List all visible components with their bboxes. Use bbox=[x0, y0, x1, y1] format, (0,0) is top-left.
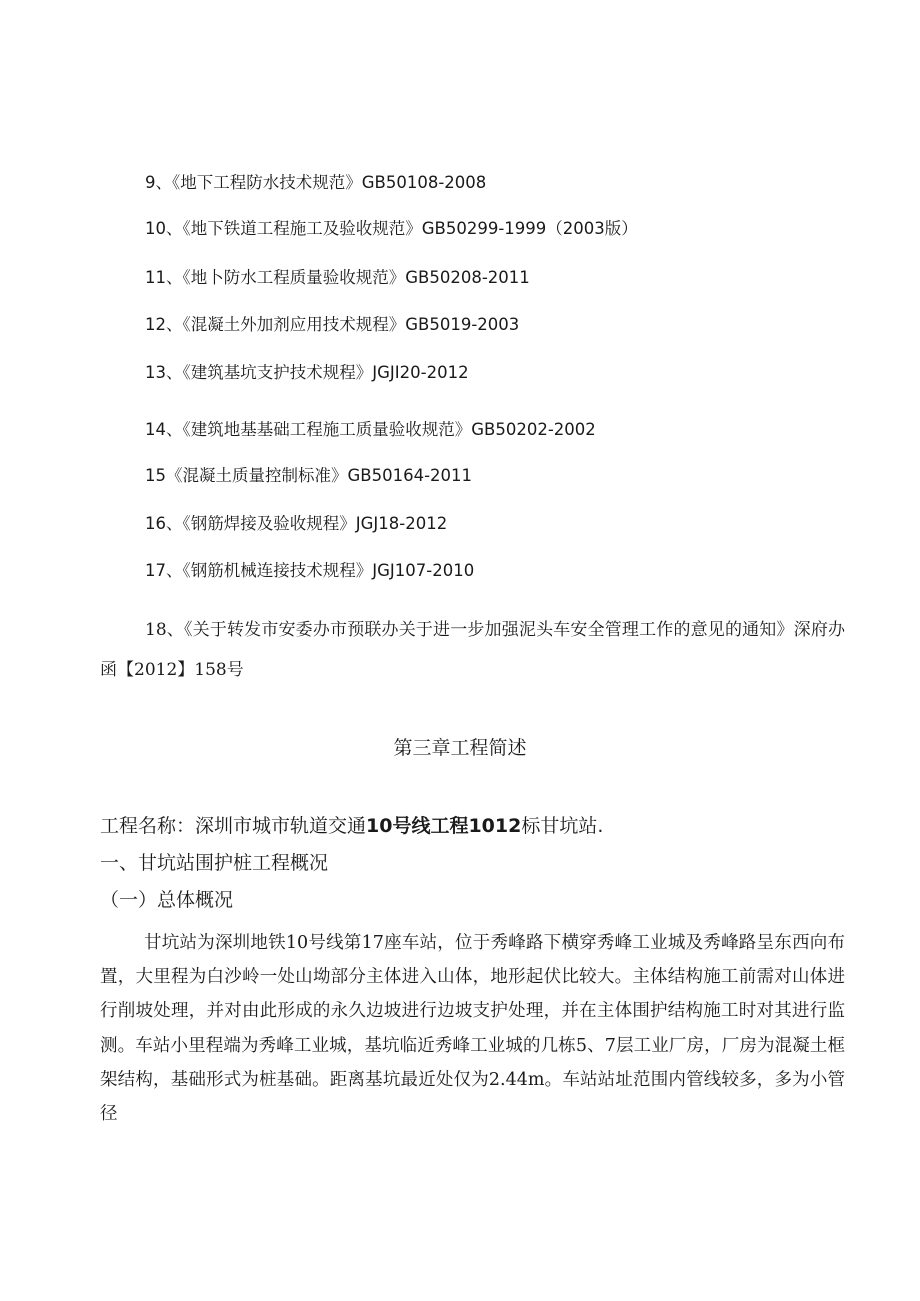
reference-item-long: 18、《关于转发市安委办市预联办关于进一步加强泥头车安全管理工作的意见的通知》深府办函【2012】158号 bbox=[100, 620, 845, 680]
subsection-heading: （一）总体概况 bbox=[100, 889, 234, 911]
project-label: 工程名称：深圳市城市轨道交通 bbox=[100, 815, 367, 837]
reference-item: 11、《地卜防水工程质量验收规范》GB50208-2011 bbox=[145, 268, 530, 287]
project-suffix: 标甘坑站. bbox=[521, 815, 604, 837]
reference-item: 9、《地下工程防水技术规范》GB50108-2008 bbox=[145, 173, 487, 192]
section-heading: 一、甘坑站围护桩工程概况 bbox=[100, 852, 329, 874]
chapter-title: 第三章工程简述 bbox=[393, 737, 527, 759]
reference-item: 16、《钢筋焊接及验收规程》JGJ18-2012 bbox=[145, 514, 448, 533]
reference-item: 10、《地下铁道工程施工及验收规范》GB50299-1999（2003版） bbox=[145, 219, 638, 238]
reference-item: 17、《钢筋机械连接技术规程》JGJ107-2010 bbox=[145, 561, 475, 580]
overview-paragraph: 甘坑站为深圳地铁10号线第17座车站，位于秀峰路下横穿秀峰工业城及秀峰路呈东西向布置，大里程为白沙岭一处山坳部分主体进入山体，地形起伏比较大。主体结构施工前需对山体进行削坡处理，并对由此形成的永久边坡进行边坡支护处理，并在主体围护结构施工时对其进行监测。车站小里程端为秀峰工业城，基坑临近秀峰工业城的几栋5、7层工业厂房，厂房为混凝土框架结构，基础形式为桩基础。距离基坑最近处仅为2.44m。车站站址范围内管线较多，多为小管径 bbox=[100, 933, 845, 1125]
project-bold: 10号线工程1012 bbox=[366, 815, 522, 837]
reference-item: 15《混凝土质量控制标准》GB50164-2011 bbox=[145, 466, 473, 485]
reference-item: 14、《建筑地基基础工程施工质量验收规范》GB50202-2002 bbox=[145, 420, 596, 439]
reference-item: 12、《混凝土外加剂应用技术规程》GB5019-2003 bbox=[145, 315, 520, 334]
reference-item: 13、《建筑基坑支护技术规程》JGJI20-2012 bbox=[145, 363, 469, 382]
project-name bbox=[100, 814, 603, 838]
